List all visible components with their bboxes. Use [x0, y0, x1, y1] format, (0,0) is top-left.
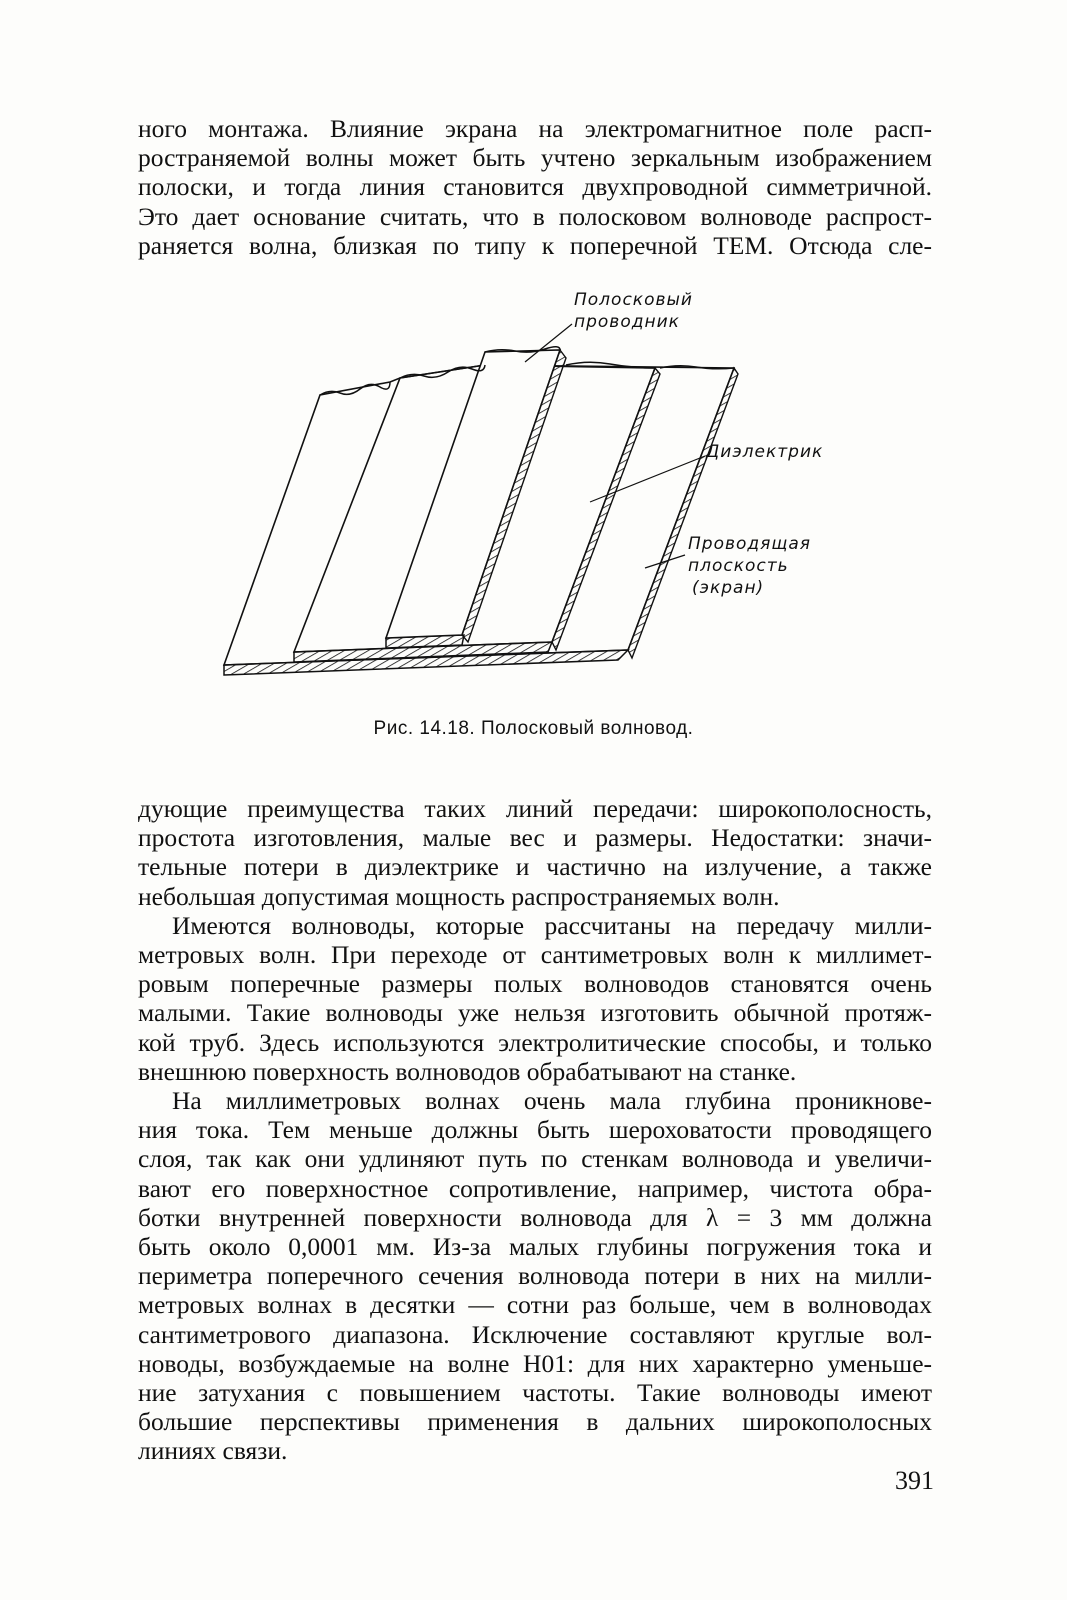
ground-plane-label-line1: Проводящая [688, 534, 812, 554]
text-line: слоя, так как они удлиняют путь по стенкам волновода и увеличи- [138, 1144, 932, 1174]
text-line: Это дает основание считать, что в полосковом волноводе распрост- [138, 201, 932, 231]
text-line: ространяемой волны может быть учтено зеркальным изображением [138, 143, 932, 173]
dielectric-label: Диэлектрик [706, 442, 824, 462]
text-line: полоски, и тогда линия становится двухпроводной симметричной. [138, 172, 932, 202]
text-line: тельные потери в диэлектрике и частично на излучение, а также [138, 852, 932, 882]
ground-plane-label-line2: плоскость [688, 556, 789, 576]
strip-conductor-label-line2: проводник [574, 312, 680, 332]
ground-plane-label-line3: (экран) [692, 578, 765, 598]
bottom-text [138, 794, 932, 1466]
figure-caption: Рис. 14.18. Полосковый волновод. [373, 718, 694, 739]
text-line: ного монтажа. Влияние экрана на электромагнитное поле расп- [138, 114, 932, 143]
text-line: метровых волнах в десятки — сотни раз больше, чем в волноводах [138, 1290, 932, 1320]
text-line: новоды, возбуждаемые на волне H01: для них характерно уменьше- [138, 1348, 932, 1378]
text-line: ботки внутренней поверхности волновода для λ = 3 мм должна [138, 1202, 932, 1232]
strip-conductor-label-line1: Полосковый [574, 290, 693, 310]
text-line: линиях связи. [138, 1436, 288, 1466]
text-line: сантиметрового диапазона. Исключение составляют круглые вол- [138, 1319, 932, 1349]
page-number: 391 [895, 1466, 934, 1495]
text-line: раняется волна, близкая по типу к поперечной TEM. Отсюда сле- [138, 230, 932, 260]
text-line: небольшая допустимая мощность распространяемых волн. [138, 881, 780, 911]
text-line: метровых волн. При переходе от сантиметровых волн к миллимет- [138, 940, 932, 970]
stripline-figure [200, 290, 860, 710]
text-line: кой труб. Здесь используются электролитические способы, и только [138, 1027, 932, 1057]
text-line: вают его поверхностное сопротивление, например, чистота обра- [138, 1173, 932, 1203]
text-line: Имеются волноводы, которые рассчитаны на передачу милли- [172, 910, 932, 940]
text-line: простота изготовления, малые вес и размеры. Недостатки: значи- [138, 823, 932, 853]
text-line: ние затухания с повышением частоты. Такие волноводы имеют [138, 1378, 932, 1408]
text-line: На миллиметровых волнах очень мала глубина проникнове- [172, 1086, 932, 1116]
text-line: внешнюю поверхность волноводов обрабатывают на станке. [138, 1056, 797, 1086]
text-line: быть около 0,0001 мм. Из-за малых глубины погружения тока и [138, 1232, 932, 1262]
stripline-diagram [200, 290, 860, 710]
top-paragraph [138, 114, 932, 260]
text-line: ровым поперечные размеры полых волноводов становятся очень [138, 969, 932, 999]
text-line: дующие преимущества таких линий передачи: широкополосность, [138, 794, 932, 823]
text-line: большие перспективы применения в дальних широкополосных [138, 1407, 932, 1437]
text-line: малыми. Такие волноводы уже нельзя изготовить обычной протяж- [138, 998, 932, 1028]
text-line: ния тока. Тем меньше должны быть шероховатости проводящего [138, 1115, 932, 1145]
text-line: периметра поперечного сечения волновода потери в них на милли- [138, 1261, 932, 1291]
